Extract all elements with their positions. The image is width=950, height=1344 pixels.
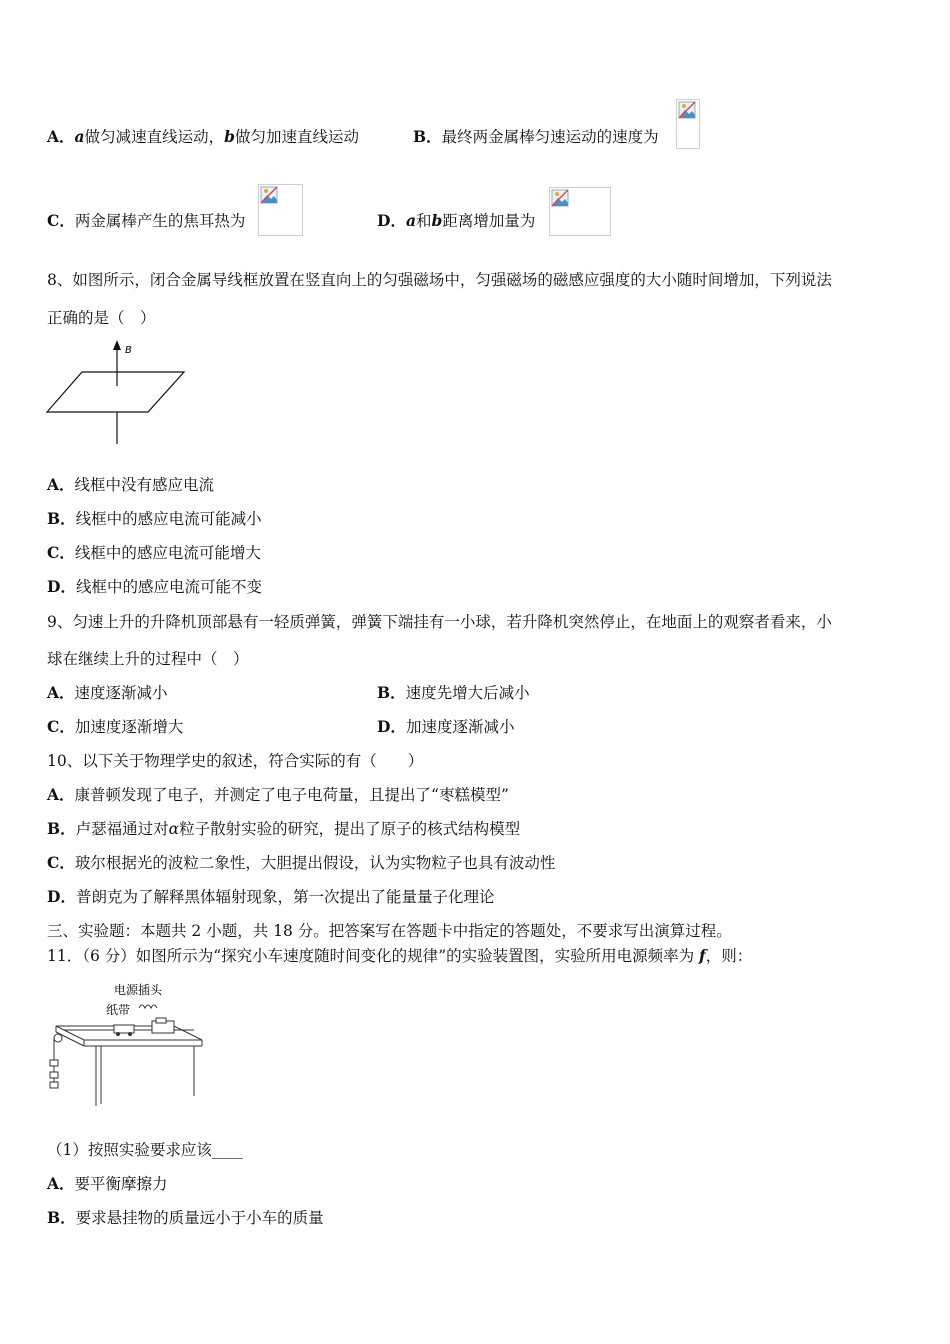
q11-stem: 11．（6 分）如图所示为“探究小车速度随时间变化的规律”的实验装置图，实验所用电源频率为 f，则： [47, 946, 753, 965]
q9-option-b: B．速度先增大后减小 [377, 683, 530, 702]
q10-stem: 10、以下关于物理学史的叙述，符合实际的有（ ） [47, 752, 424, 770]
q11-option-a: A．要平衡摩擦力 [47, 1174, 168, 1193]
q11-figure-apparatus [44, 978, 209, 1110]
q11-option-b: B．要求悬挂物的质量远小于小车的质量 [47, 1208, 324, 1227]
broken-image-icon [258, 184, 303, 236]
q8-option-d: D．线框中的感应电流可能不变 [47, 577, 262, 596]
q9-stem-line1: 9、匀速上升的升降机顶部悬有一轻质弹簧，弹簧下端挂有一小球，若升降机突然停止，在地面上的观察者看来，小 [47, 613, 832, 631]
q11-sub1: （1）按照实验要求应该____ [47, 1141, 243, 1159]
q10-option-b: B．卢瑟福通过对α粒子散射实验的研究，提出了原子的核式结构模型 [47, 819, 521, 838]
q10-option-c: C．玻尔根据光的波粒二象性，大胆提出假设，认为实物粒子也具有波动性 [47, 853, 556, 872]
q8-figure-b-label: B [125, 345, 132, 356]
q9-option-a: A．速度逐渐减小 [47, 683, 168, 702]
q8-stem-line1: 8、如图所示，闭合金属导线框放置在竖直向上的匀强磁场中，匀强磁场的磁感应强度的大小随时间增加，下列说法 [47, 271, 832, 289]
q7-option-d: D．a和b距离增加量为 [377, 211, 536, 230]
q8-option-a: A．线框中没有感应电流 [47, 475, 215, 494]
q10-option-d: D．普朗克为了解释黑体辐射现象，第一次提出了能量量子化理论 [47, 887, 495, 906]
q9-option-c: C．加速度逐渐增大 [47, 717, 184, 736]
q8-stem-line2: 正确的是（ ） [47, 309, 156, 327]
broken-image-icon [549, 187, 611, 236]
q10-option-a: A．康普顿发现了电子，并测定了电子电荷量，且提出了“枣糕模型” [47, 785, 509, 804]
broken-image-icon [676, 99, 700, 149]
q7-option-a: A．a做匀减速直线运动，b做匀加速直线运动 [47, 127, 359, 146]
q7-option-b: B．最终两金属棒匀速运动的速度为 [413, 127, 659, 146]
q9-option-d: D．加速度逐渐减小 [377, 717, 515, 736]
section3-title: 三、实验题：本题共 2 小题，共 18 分。把答案写在答题卡中指定的答题处，不要求写出演算过程。 [47, 922, 732, 940]
q8-option-b: B．线框中的感应电流可能减小 [47, 509, 262, 528]
q9-stem-line2: 球在继续上升的过程中（ ） [47, 650, 249, 668]
power-plug-label: 电源插头 [114, 983, 163, 997]
q8-figure-wireframe [44, 336, 189, 448]
q7-option-c: C．两金属棒产生的焦耳热为 [47, 211, 246, 230]
q8-option-c: C．线框中的感应电流可能增大 [47, 543, 261, 562]
paper-tape-label: 纸带 [106, 1003, 131, 1017]
